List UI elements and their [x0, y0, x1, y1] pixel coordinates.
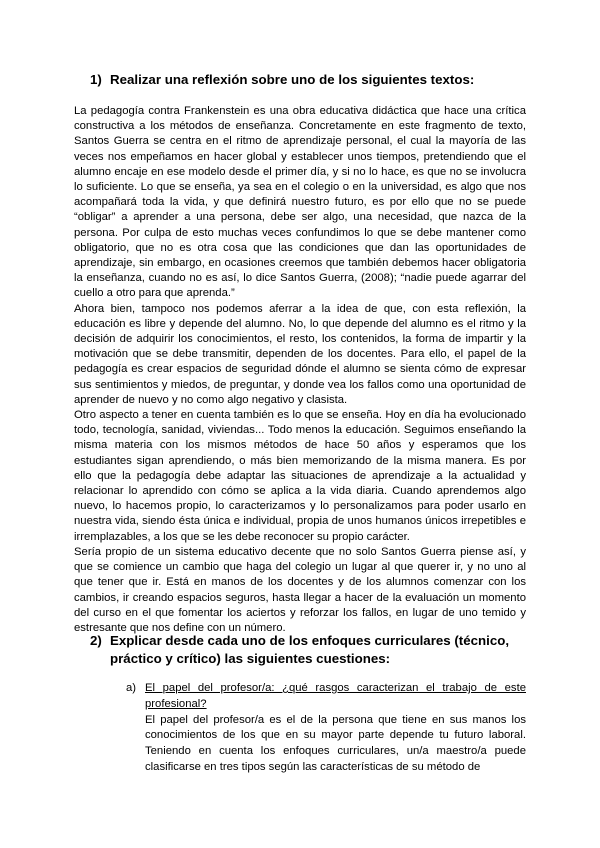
reflection-paragraph: La pedagogía contra Frankenstein es una obra educativa didáctica que hace una crítica constructiva a los métodos de enseñanza. Concretamente en este fragmento de texto, Santos Guerra se centra en el ritmo de aprendizaje personal, el cual la mayoría de las veces nos empeñamos en hacer global y establecer unos tiempos, pretendiendo que el alumno encaje en ese modelo desde el primer día, y si no lo hace, es que no se involucra lo suficiente. Lo que se enseña, ya sea en el colegio o en la universidad, es algo que nos acompañará toda la vida, y que definirá nuestro futuro, es por ello que no se puede “obligar” a aprender a una persona, debe ser algo, una necesidad, que nazca de la persona. Por culpa de esto muchas veces confundimos lo que se debe mantener como obligatorio, que no es otra cosa que las condiciones que dan las oportunidades de aprendizaje, sin embargo, en ocasiones creemos que también debemos hacer obligatoria la enseñanza, cuando no es así, lo dice Santos Guerra, (2008); “nadie puede agarrar del cuello a otro para que aprenda.” — [74, 105, 526, 300]
item-a-answer: El papel del profesor/a es el de la persona que tiene en sus manos los conocimientos de los que en su mayor parte depende tu futuro laboral. Teniendo en cuenta los enfoques curriculares, un/a maestro/a puede clasificarse en tres tipos según las características de su método de — [145, 713, 526, 773]
reflection-paragraph: Sería propio de un sistema educativo decente que no solo Santos Guerra piense así, y que se comience un cambio que haga del colegio un lugar al que querer ir, y no uno al que tener que ir. Está en manos de los docentes y de los alumnos comenzar con los cambios, ir creando espacios seguros, hasta llegar a hacer de la evaluación un momento del curso en el que fomentar los aciertos y reforzar los fallos, en lugar de uno temido y estresante que nos define con un número. — [74, 545, 526, 634]
item-a — [126, 681, 526, 776]
reflection-body — [74, 104, 526, 636]
section-1-heading — [90, 70, 560, 89]
reflection-paragraph: Ahora bien, tampoco nos podemos aferrar a la idea de que, con esta reflexión, la educación es libre y depende del alumno. No, lo que depende del alumno es el ritmo y la decisión de adquirir los conocimientos, el resto, los contenidos, la forma de impartir y la motivación que se debe transmitir, dependen de los docentes. Para ello, el papel de la pedagogía es crear espacios de seguridad dónde el alumno se sienta cómo de expresar sus sentimientos y miedos, de preguntar, y donde vea los fallos como una oportunidad de aprender de nuevo y no como algo negativo y clasista. — [74, 302, 526, 406]
reflection-paragraph: Otro aspecto a tener en cuenta también es lo que se enseña. Hoy en día ha evolucionado todo, tecnología, sanidad, viviendas... Todo menos la educación. Seguimos enseñando la misma materia con los mismos métodos de hace 50 años y esperamos que los estudiantes sigan aprendiendo, o más bien memorizando de la misma manera. Es por ello que la pedagogía debe adaptar las situaciones de aprendizaje a la actualidad y relacionar lo aprendido con cómo se aplica a la vida diaria. Cuando aprendemos algo nuevo, lo hacemos propio, lo caracterizamos y lo personalizamos para poder usarlo en nuestra vida, siendo ésta única e individual, propia de unos humanos únicos irrepetibles e irremplazables, a los que se les debe reconocer su propio carácter. — [74, 409, 526, 543]
item-a-letter: a) — [126, 682, 137, 694]
section-1-title: Realizar una reflexión sobre uno de los siguientes textos: — [110, 72, 475, 87]
section-2-title: Explicar desde cada uno de los enfoques curriculares (técnico, práctico y crítico) las siguientes cuestiones: — [110, 633, 510, 666]
section-2-heading — [90, 632, 560, 668]
item-a-question: El papel del profesor/a: ¿qué rasgos caracterizan el trabajo de este profesional? — [145, 682, 526, 710]
section-2-number: 2) — [90, 633, 102, 648]
section-1-number: 1) — [90, 72, 102, 87]
item-a-content — [145, 681, 526, 776]
